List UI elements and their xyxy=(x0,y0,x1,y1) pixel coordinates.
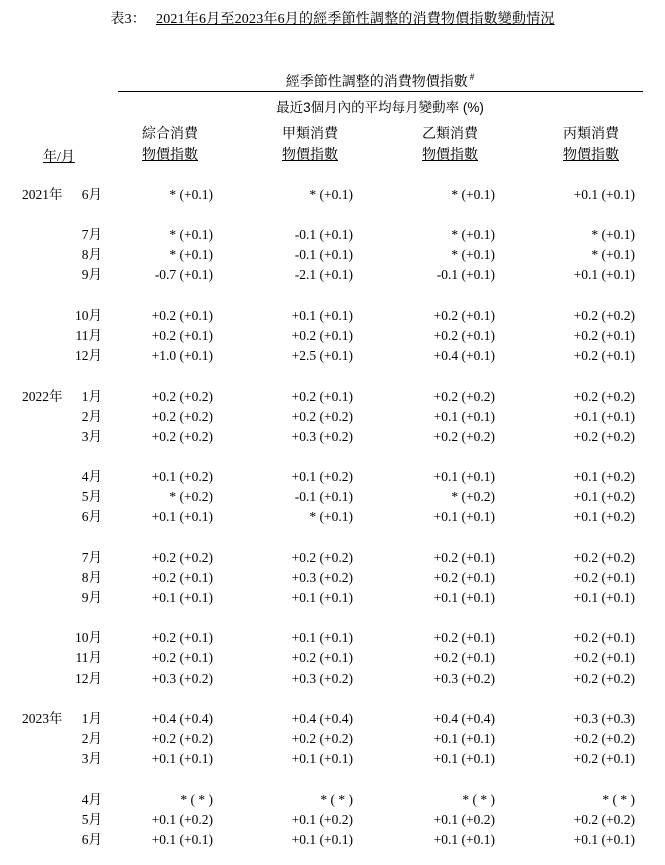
table-row xyxy=(0,749,665,769)
cell-composite: * (+0.2) xyxy=(169,489,213,504)
cell-c: * ( * ) xyxy=(602,792,635,807)
cell-b: +0.2 (+0.1) xyxy=(433,308,495,323)
cell-b: +0.1 (+0.2) xyxy=(433,812,495,827)
cell-composite: +0.1 (+0.1) xyxy=(151,751,213,766)
row-month: 6月 xyxy=(81,832,102,847)
cell-c: +0.1 (+0.1) xyxy=(573,187,635,202)
cell-b: +0.4 (+0.4) xyxy=(433,711,495,726)
cell-a: +0.1 (+0.2) xyxy=(291,812,353,827)
cell-b: +0.3 (+0.2) xyxy=(433,671,495,686)
table-title-text: 2021年6月至2023年6月的經季節性調整的消費物價指數變動情況 xyxy=(156,12,555,27)
cell-b: * ( * ) xyxy=(462,792,495,807)
table-row xyxy=(0,790,665,810)
cell-c: +0.1 (+0.1) xyxy=(573,590,635,605)
cell-composite: * ( * ) xyxy=(180,792,213,807)
cell-b: +0.1 (+0.1) xyxy=(433,509,495,524)
cell-a: +0.2 (+0.1) xyxy=(291,328,353,343)
cell-b: +0.2 (+0.1) xyxy=(433,328,495,343)
cell-a: * ( * ) xyxy=(320,792,353,807)
cell-a: +0.1 (+0.1) xyxy=(291,832,353,847)
cell-c: +0.2 (+0.2) xyxy=(573,389,635,404)
cell-a: +0.1 (+0.1) xyxy=(291,751,353,766)
table-row xyxy=(0,729,665,749)
row-month: 11月 xyxy=(75,328,102,343)
cell-c: * (+0.1) xyxy=(591,227,635,242)
cell-composite: * (+0.1) xyxy=(169,187,213,202)
cell-a: +0.1 (+0.1) xyxy=(291,630,353,645)
row-month: 4月 xyxy=(81,792,102,807)
table-row xyxy=(0,407,665,427)
cell-c: +0.1 (+0.2) xyxy=(573,509,635,524)
table-row xyxy=(0,588,665,608)
header-main-text: 經季節性調整的消費物價指數 xyxy=(285,75,468,90)
cell-a: * (+0.1) xyxy=(309,509,353,524)
cell-composite: +0.2 (+0.2) xyxy=(151,731,213,746)
table-row xyxy=(0,387,665,407)
cell-c: +0.2 (+0.1) xyxy=(573,328,635,343)
cell-a: +0.2 (+0.2) xyxy=(291,409,353,424)
table-row xyxy=(0,709,665,729)
table-row xyxy=(0,810,665,830)
row-month: 12月 xyxy=(75,671,102,686)
cell-c: +0.1 (+0.2) xyxy=(573,469,635,484)
row-year: 2023年 xyxy=(22,711,63,726)
cell-composite: +0.2 (+0.2) xyxy=(151,409,213,424)
row-month: 8月 xyxy=(81,247,102,262)
cell-b: +0.2 (+0.1) xyxy=(433,550,495,565)
table-row xyxy=(0,225,665,245)
cell-composite: +0.1 (+0.2) xyxy=(151,469,213,484)
column-header-line1: 甲類消費 xyxy=(282,127,338,142)
row-month: 7月 xyxy=(81,550,102,565)
cell-c: +0.1 (+0.1) xyxy=(573,409,635,424)
cell-c: +0.2 (+0.1) xyxy=(573,570,635,585)
cell-a: +0.1 (+0.2) xyxy=(291,469,353,484)
row-month: 9月 xyxy=(81,590,102,605)
row-month: 8月 xyxy=(81,570,102,585)
table-row xyxy=(0,830,665,850)
cell-b: +0.1 (+0.1) xyxy=(433,832,495,847)
cell-c: +0.2 (+0.2) xyxy=(573,671,635,686)
cell-composite: +0.2 (+0.1) xyxy=(151,570,213,585)
cell-c: +0.2 (+0.2) xyxy=(573,308,635,323)
cell-composite: +0.2 (+0.1) xyxy=(151,308,213,323)
cell-b: +0.2 (+0.2) xyxy=(433,389,495,404)
table-row xyxy=(0,427,665,447)
cell-b: +0.2 (+0.1) xyxy=(433,630,495,645)
table-row xyxy=(0,185,665,205)
cell-c: +0.2 (+0.2) xyxy=(573,429,635,444)
cell-c: +0.1 (+0.1) xyxy=(573,267,635,282)
table-row xyxy=(0,507,665,527)
column-header-line1: 綜合消費 xyxy=(142,127,198,142)
cell-c: +0.2 (+0.2) xyxy=(573,550,635,565)
cell-composite: -0.7 (+0.1) xyxy=(154,267,213,282)
cell-a: -0.1 (+0.1) xyxy=(294,227,353,242)
row-month: 2月 xyxy=(81,409,102,424)
table-row xyxy=(0,326,665,346)
table-row xyxy=(0,245,665,265)
cell-a: +0.3 (+0.2) xyxy=(291,429,353,444)
cell-composite: +0.4 (+0.4) xyxy=(151,711,213,726)
row-month: 10月 xyxy=(75,630,102,645)
row-month: 4月 xyxy=(81,469,102,484)
row-month: 12月 xyxy=(75,348,102,363)
cell-a: +2.5 (+0.1) xyxy=(291,348,353,363)
cell-b: * (+0.1) xyxy=(451,227,495,242)
column-header-line2: 物價指數 xyxy=(282,148,338,163)
table-row xyxy=(0,487,665,507)
cell-c: +0.3 (+0.3) xyxy=(573,711,635,726)
column-header-line1: 丙類消費 xyxy=(563,127,619,142)
cell-c: +0.1 (+0.1) xyxy=(573,832,635,847)
cell-a: +0.1 (+0.1) xyxy=(291,590,353,605)
cell-b: +0.2 (+0.1) xyxy=(433,650,495,665)
table-row xyxy=(0,346,665,366)
cell-a: * (+0.1) xyxy=(309,187,353,202)
row-month: 11月 xyxy=(75,650,102,665)
cell-a: +0.3 (+0.2) xyxy=(291,671,353,686)
table-number: 表3： xyxy=(110,12,146,27)
cell-c: +0.2 (+0.1) xyxy=(573,650,635,665)
cell-c: +0.2 (+0.1) xyxy=(573,751,635,766)
cell-a: -2.1 (+0.1) xyxy=(294,267,353,282)
row-year: 2022年 xyxy=(22,389,63,404)
cell-b: +0.2 (+0.1) xyxy=(433,570,495,585)
cell-a: +0.1 (+0.1) xyxy=(291,308,353,323)
cell-composite: +0.1 (+0.1) xyxy=(151,590,213,605)
cell-composite: * (+0.1) xyxy=(169,227,213,242)
table-row xyxy=(0,548,665,568)
row-month: 6月 xyxy=(81,509,102,524)
cell-composite: +0.2 (+0.2) xyxy=(151,429,213,444)
cell-composite: +0.1 (+0.2) xyxy=(151,812,213,827)
cell-b: -0.1 (+0.1) xyxy=(436,267,495,282)
header-footnote-mark: # xyxy=(469,72,475,83)
cell-a: +0.4 (+0.4) xyxy=(291,711,353,726)
row-month: 3月 xyxy=(81,751,102,766)
cell-composite: +0.2 (+0.1) xyxy=(151,630,213,645)
column-header-line1: 乙類消費 xyxy=(422,127,478,142)
cell-a: +0.2 (+0.2) xyxy=(291,731,353,746)
table-row xyxy=(0,568,665,588)
row-month: 6月 xyxy=(81,187,102,202)
row-month: 1月 xyxy=(81,711,102,726)
cell-a: +0.2 (+0.1) xyxy=(291,389,353,404)
cell-a: +0.2 (+0.2) xyxy=(291,550,353,565)
cell-b: +0.1 (+0.1) xyxy=(433,751,495,766)
row-month: 3月 xyxy=(81,429,102,444)
row-month: 5月 xyxy=(81,489,102,504)
table-row xyxy=(0,628,665,648)
table-row xyxy=(0,648,665,668)
header-sub: 最近3個月內的平均每月變動率 (%) xyxy=(276,100,484,115)
column-header-line2: 物價指數 xyxy=(563,148,619,163)
column-header-line2: 物價指數 xyxy=(142,148,198,163)
cell-c: +0.2 (+0.2) xyxy=(573,731,635,746)
table-row xyxy=(0,669,665,689)
cell-c: * (+0.1) xyxy=(591,247,635,262)
column-header-line2: 物價指數 xyxy=(422,148,478,163)
cell-c: +0.2 (+0.1) xyxy=(573,348,635,363)
cell-b: +0.1 (+0.1) xyxy=(433,590,495,605)
cell-composite: +0.2 (+0.1) xyxy=(151,328,213,343)
cell-composite: +0.1 (+0.1) xyxy=(151,509,213,524)
table-row xyxy=(0,265,665,285)
cell-b: +0.4 (+0.1) xyxy=(433,348,495,363)
table-row xyxy=(0,306,665,326)
cell-b: * (+0.1) xyxy=(451,187,495,202)
cell-composite: +0.3 (+0.2) xyxy=(151,671,213,686)
row-month: 2月 xyxy=(81,731,102,746)
cell-b: * (+0.1) xyxy=(451,247,495,262)
cell-b: +0.1 (+0.1) xyxy=(433,409,495,424)
cell-b: +0.1 (+0.1) xyxy=(433,469,495,484)
cell-composite: +0.2 (+0.2) xyxy=(151,389,213,404)
cell-b: +0.1 (+0.1) xyxy=(433,731,495,746)
cell-b: +0.2 (+0.2) xyxy=(433,429,495,444)
cell-b: * (+0.2) xyxy=(451,489,495,504)
cell-composite: * (+0.1) xyxy=(169,247,213,262)
cell-composite: +1.0 (+0.1) xyxy=(151,348,213,363)
row-month: 5月 xyxy=(81,812,102,827)
cell-composite: +0.1 (+0.1) xyxy=(151,832,213,847)
row-month: 7月 xyxy=(81,227,102,242)
cell-c: +0.2 (+0.2) xyxy=(573,812,635,827)
table-row xyxy=(0,467,665,487)
cell-a: +0.2 (+0.1) xyxy=(291,650,353,665)
cell-composite: +0.2 (+0.2) xyxy=(151,550,213,565)
cell-c: +0.1 (+0.2) xyxy=(573,489,635,504)
row-year: 2021年 xyxy=(22,187,63,202)
cell-a: -0.1 (+0.1) xyxy=(294,489,353,504)
row-month: 1月 xyxy=(81,389,102,404)
row-month: 10月 xyxy=(75,308,102,323)
year-month-header: 年/月 xyxy=(43,150,75,165)
cell-c: +0.2 (+0.1) xyxy=(573,630,635,645)
cell-composite: +0.2 (+0.1) xyxy=(151,650,213,665)
cell-a: -0.1 (+0.1) xyxy=(294,247,353,262)
row-month: 9月 xyxy=(81,267,102,282)
cell-a: +0.3 (+0.2) xyxy=(291,570,353,585)
